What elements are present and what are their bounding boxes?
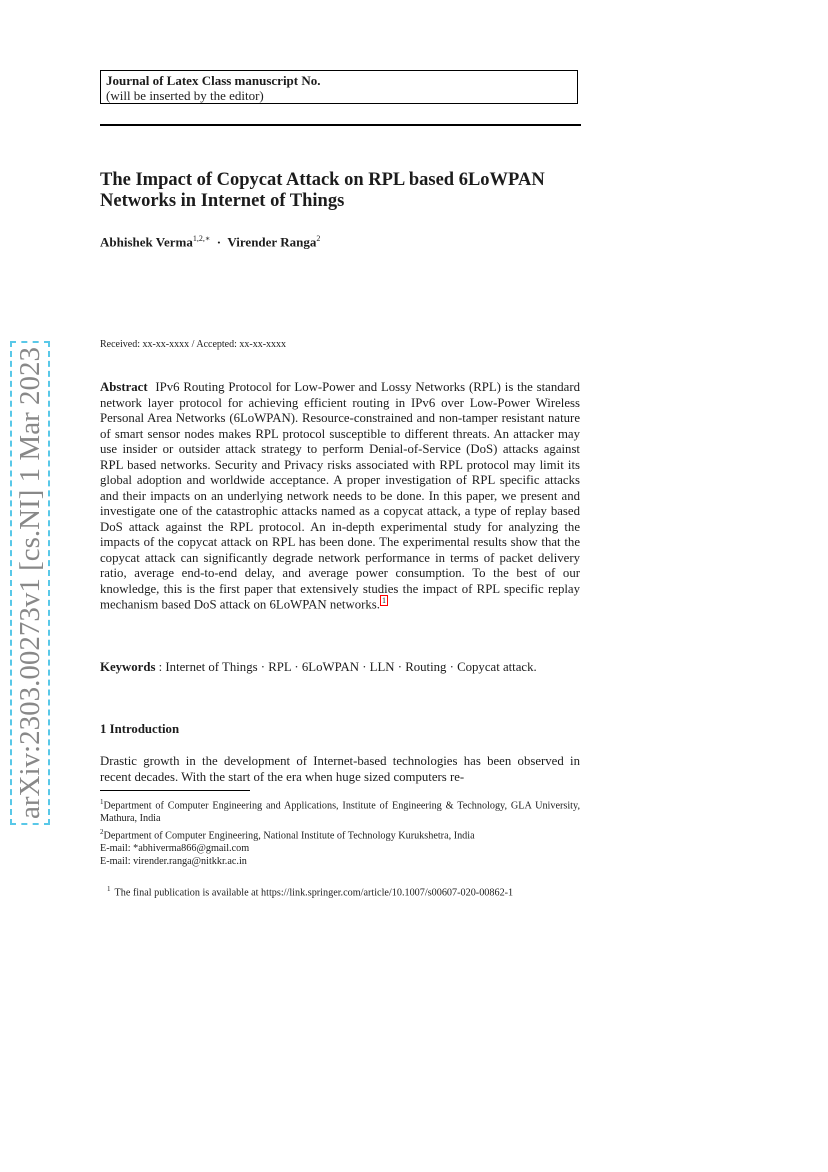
affiliation-2 <box>100 826 580 843</box>
arxiv-identifier[interactable]: arXiv:2303.00273v1 [cs.NI] 1 Mar 2023 <box>10 341 50 825</box>
keywords-label: Keywords <box>100 660 156 674</box>
author-name: Virender Ranga <box>227 234 317 250</box>
author-affiliation-mark: 2 <box>316 234 321 243</box>
footnote-link[interactable]: 1 <box>381 596 386 605</box>
journal-header-box <box>100 70 578 104</box>
title-rule <box>100 124 581 126</box>
footnote-text: The final publication is available at https://link.springer.com/article/10.1007/s00607-020-00862-1 <box>114 887 514 899</box>
editor-note: (will be inserted by the editor) <box>106 88 264 103</box>
author-affiliation-mark: 1,2,∗ <box>192 234 211 243</box>
affiliation-text: Department of Computer Engineering and Applications, Institute of Engineering & Technology, GLA University, Mathura, India <box>100 800 580 825</box>
author-name: Abhishek Verma <box>100 234 193 250</box>
abstract-text: IPv6 Routing Protocol for Low-Power and Lossy Networks (RPL) is the standard network layer protocol for achieving efficient routing in IPv6 over Low-Power Wireless Personal Area Networks (6LoWPAN). Resource-constrained and non-tamper resistant nature of smart sensor nodes makes RPL protocol susceptible to different threats. An attacker may use insider or outsider attack strategy to perform Denial-of-Service (DoS) attacks against RPL based networks. Security and Privacy risks associated with RPL protocol may limit its global adoption and worldwide acceptance. A proper investigation of RPL specific attacks and their impacts on an underlying network needs to be done. In this paper, we present and investigate one of the catastrophic attacks named as a copycat attack, a type of replay based DoS attack against the RPL protocol. An in-depth experimental study for analyzing the impacts of the copycat attack on RPL has been done. The experimental results show that the copycat attack can significantly degrade network performance in terms of packet delivery ratio, average end-to-end delay, and average power consumption. To the best of our knowledge, this is the first paper that extensively studies the impact of RPL specific replay mechanism based DoS attack on 6LoWPAN networks. <box>100 380 580 612</box>
author-separator: · <box>216 234 222 250</box>
publication-footnote <box>100 883 580 899</box>
footnote-rule <box>100 790 250 791</box>
journal-name: Journal of Latex Class manuscript No. <box>106 73 321 88</box>
keywords-text: : Internet of Things · RPL · 6LoWPAN · LLN · Routing · Copycat attack. <box>158 660 537 674</box>
affiliation-mark: 2 <box>100 827 104 836</box>
affiliations <box>100 796 580 868</box>
affiliation-mark: 1 <box>100 798 104 806</box>
abstract-label: Abstract <box>100 380 148 394</box>
keywords <box>100 660 580 676</box>
affiliation-text: Department of Computer Engineering, National Institute of Technology Kurukshetra, India <box>103 830 475 842</box>
affiliation-1 <box>100 796 580 826</box>
abstract <box>100 380 580 613</box>
received-dates: Received: xx-xx-xxxx / Accepted: xx-xx-xxxx <box>100 339 287 350</box>
footnote-mark: 1 <box>107 885 111 893</box>
email-2: E-mail: virender.ranga@nitkkr.ac.in <box>100 855 247 867</box>
introduction-paragraph: Drastic growth in the development of Internet-based technologies has been observed in recent decades. With the start of the era when huge sized computers re- <box>100 754 580 784</box>
section-number: 1 <box>100 722 107 736</box>
email-1: E-mail: *abhiverma866@gmail.com <box>100 842 250 854</box>
section-title: Introduction <box>109 722 180 736</box>
arxiv-stamp <box>8 346 52 820</box>
author-list <box>100 234 320 250</box>
section-heading <box>100 722 179 737</box>
paper-title: The Impact of Copycat Attack on RPL based 6LoWPAN Networks in Internet of Things <box>100 170 545 211</box>
